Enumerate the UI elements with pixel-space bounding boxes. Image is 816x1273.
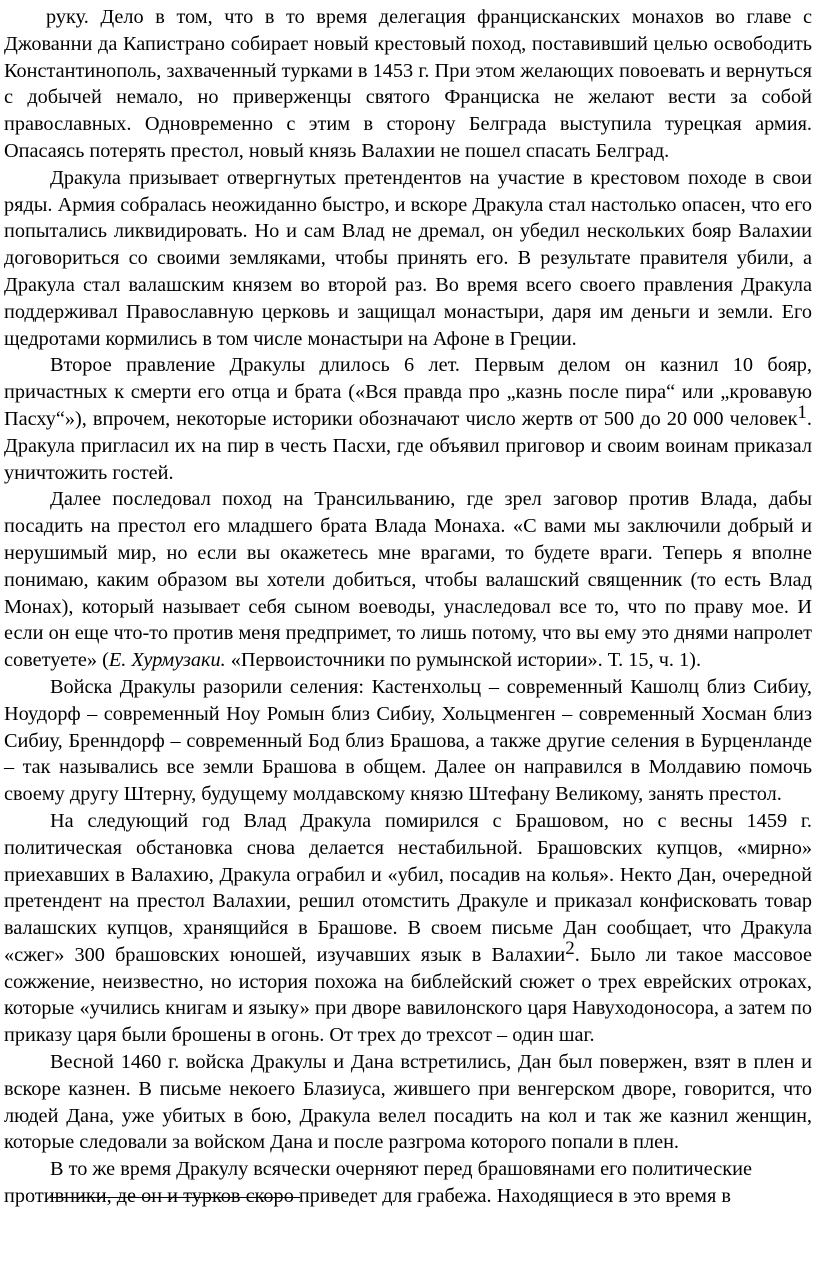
paragraph-text: «Первоисточники по румынской истории». Т. 15, ч. 1). [225, 649, 702, 672]
footnote-separator [50, 1197, 300, 1198]
paragraph-continuation: руку. Дело в том, что в то время делегация францисканских монахов во главе с Джованни да Капистрано собирает новый крестовый поход, поставивший целью освободить Константинополь, захваченный турками в 1453 г. При этом желающих повоевать и вернуться с добычей немало, но приверженцы святого Франциска не желают вести за собой православных. Одновременно с этим в сторону Белграда выступила турецкая армия. Опасаясь потерять престол, новый князь Валахии не пошел спасать Белград. [4, 6, 812, 162]
body-text [4, 4, 812, 1210]
paragraph-text: Второе правление Дракулы длилось 6 лет. Первым делом он казнил 10 бояр, причастных к смерти его отца и брата («Вся правда про „казнь после пира“ или „кровавую Пасху“»), впрочем, некоторые историки обозначают число жертв от 500 до 20 000 человек [4, 354, 812, 430]
footnote-mark: 2 [565, 937, 575, 959]
citation-author: Е. Хурмузаки. [108, 649, 226, 672]
paragraph: Весной 1460 г. войска Дракулы и Дана встретились, Дан был повержен, взят в плен и вскоре казнен. В письме некоего Блазиуса, жившего при венгерском дворе, говорится, что людей Дана, уже убитых в бою, Дракула велел посадить на кол и так же казнил женщин, которые следовали за войском Дана и после разгрома которого попали в плен. [4, 1051, 812, 1154]
paragraph: Дракула призывает отвергнутых претендентов на участие в крестовом походе в свои ряды. Армия собралась неожиданно быстро, и вскоре Дракула стал настолько опасен, что его попытались ликвидировать. Но и сам Влад не дремал, он убедил нескольких бояр Валахии договориться со своими земляками, чтобы принять его. В результате правителя убили, а Дракула стал валашским князем во второй раз. Во время всего своего правления Дракула поддерживал Православную церковь и защищал монастыри, даря им деньги и земли. Его щедротами кормились в том числе монастыри на Афоне в Греции. [4, 166, 812, 350]
paragraph-text: . Было ли такое массовое сожжение, неизвестно, но история похожа на библейский сюжет о трех еврейских отроках, которые «учились книгам и языку» при дворе вавилонского царя Навуходоносора, а затем по приказу царя были брошены в огонь. От трех до трехсот – один шаг. [4, 943, 812, 1047]
paragraph-text: . Дракула пригласил их на пир в честь Пасхи, где объявил приговор и своим воинам приказал уничтожить гостей. [4, 407, 812, 484]
paragraph [4, 352, 812, 486]
paragraph-text: На следующий год Влад Дракула помирился с Брашовом, но с весны 1459 г. политическая обстановка снова делается нестабильной. Брашовских купцов, «мирно» приехавших в Валахию, Дракула ограбил и «убил, посадив на колья». Некто Дан, очередной претендент на престол Валахии, решил отомстить Дракуле и приказал конфисковать товар валашских купцов, хранящийся в Брашове. В своем письме Дан сообщает, что Дракула «сжег» 300 брашовских юношей, изучавших язык в Валахии [4, 809, 812, 966]
paragraph: В то же время Дракулу всячески очерняют перед брашовянами его политические противники, де он и турков скоро приведет для грабежа. Находящиеся в это время в [4, 1158, 752, 1208]
paragraph [4, 486, 812, 674]
paragraph: Войска Дракулы разорили селения: Кастенхольц – современный Кашолц близ Сибиу, Ноудорф – современный Ноу Ромын близ Сибиу, Хольцменген – современный Хосман близ Сибиу, Бренндорф – современный Бод близ Брашова, а также другие селения в Бурценланде – так назывались все земли Брашова в общем. Далее он направился в Молдавию помочь своему другу Штерну, будущему молдавскому князю Штефану Великому, занять престол. [4, 675, 812, 806]
paragraph-text: Далее последовал поход на Трансильванию, где зрел заговор против Влада, дабы посадить на престол его младшего брата Влада Монаха. «С вами мы заключили добрый и нерушимый мир, но если вы окажетесь мне врагами, то будете враги. Теперь я вполне понимаю, каким образом вы хотели добиться, чтобы валашский священник (то есть Влад Монах), который называет себя сыном воеводы, унаследовал все то, что по праву мое. И если он еще что-то против меня предпримет, то лишь потому, что вы ему это днями напролет советуете» ( [4, 488, 812, 672]
footnote-mark: 1 [797, 401, 807, 423]
paragraph [4, 808, 812, 1049]
